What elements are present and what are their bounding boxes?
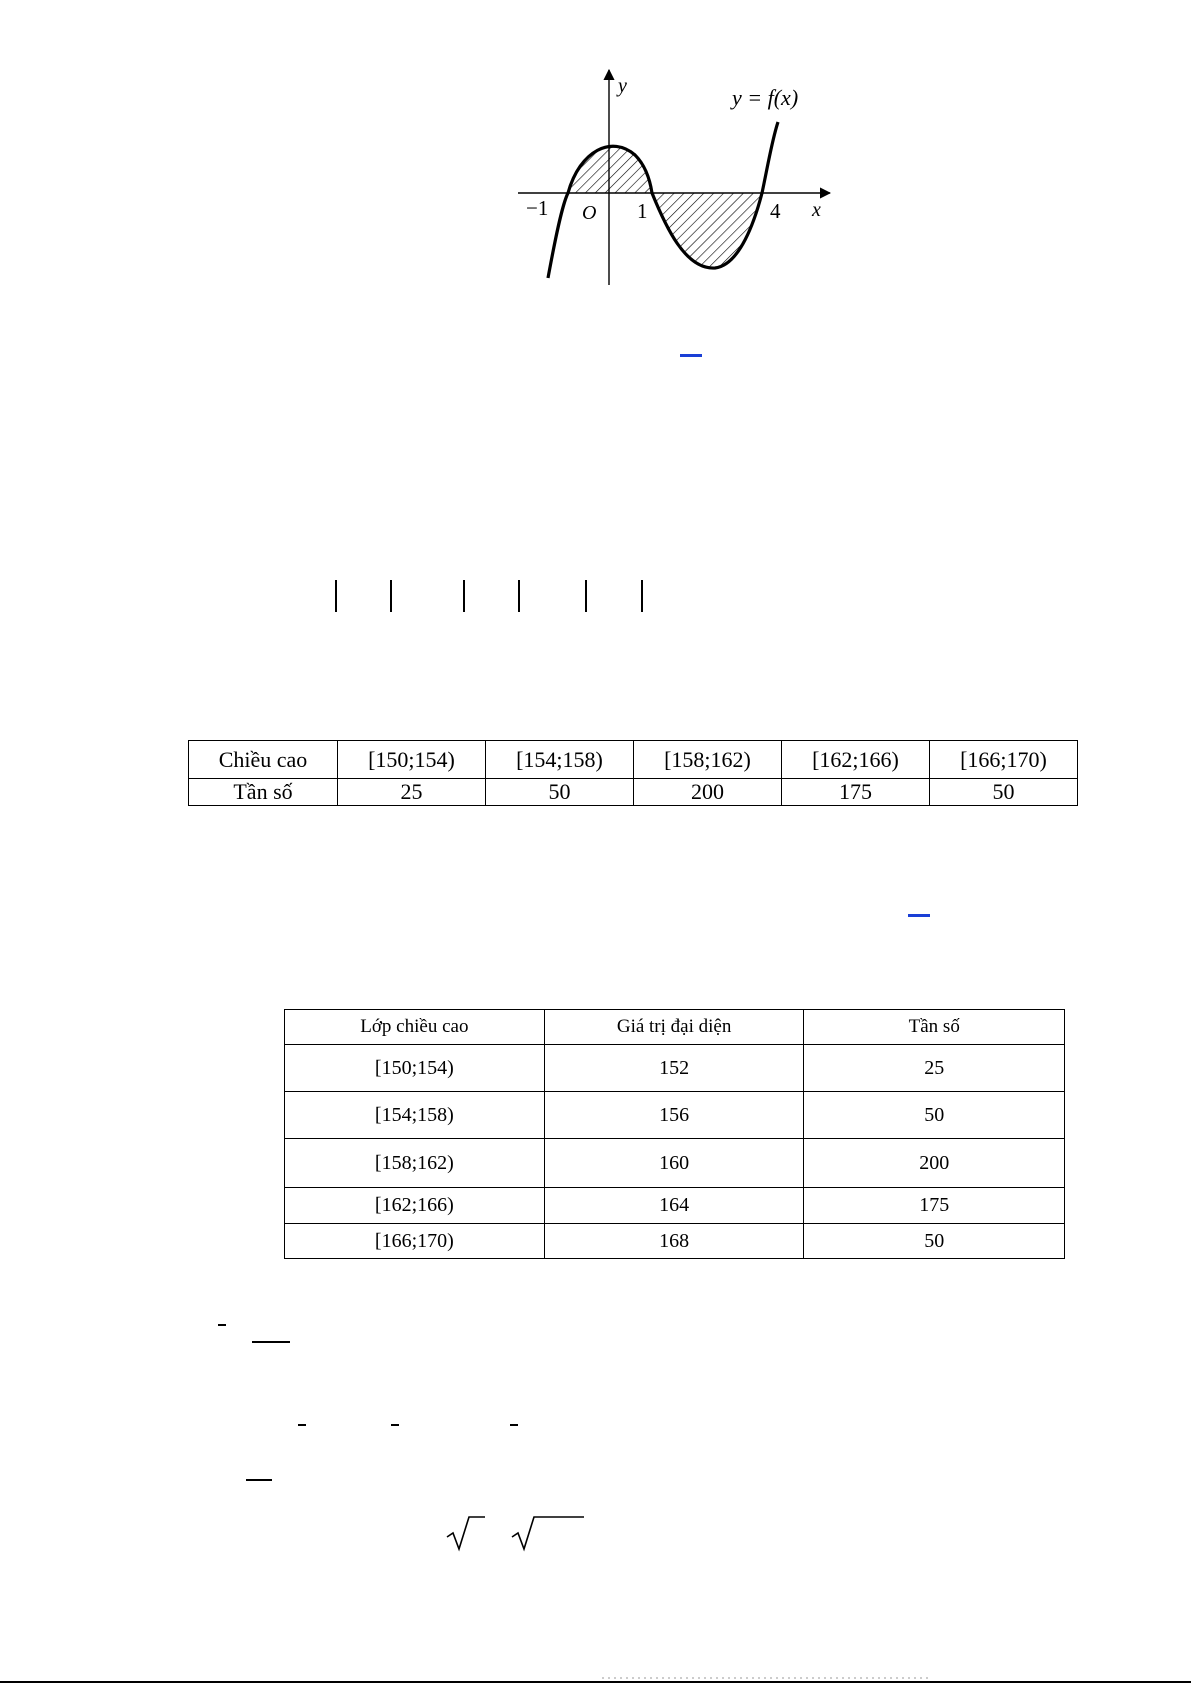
- frequency-cell: 200: [804, 1139, 1065, 1188]
- class-cell: [166;170): [285, 1224, 545, 1259]
- fraction-bar: [246, 1479, 272, 1481]
- table-header-row: [285, 1010, 1065, 1045]
- rep-value-cell: 152: [544, 1045, 804, 1092]
- function-graph: [500, 60, 840, 290]
- column-header: Lớp chiều cao: [285, 1010, 545, 1045]
- link-underline-2: [908, 914, 930, 917]
- table-row: [285, 1139, 1065, 1188]
- table-row: [285, 1224, 1065, 1259]
- rep-value-cell: 160: [544, 1139, 804, 1188]
- x-axis-label: x: [812, 199, 821, 221]
- origin-label: O: [582, 202, 597, 224]
- y-axis-label: y: [618, 75, 627, 97]
- tick-label-one: 1: [637, 199, 648, 223]
- abs-bar: [390, 580, 392, 612]
- bar-mark: [218, 1324, 226, 1326]
- shaded-region-left: [568, 146, 652, 193]
- class-cell: [150;154): [285, 1045, 545, 1092]
- column-header: Tần số: [804, 1010, 1065, 1045]
- frequency-cell: 175: [782, 779, 930, 806]
- class-table: [284, 1009, 1065, 1259]
- interval-cell: [166;170): [930, 741, 1078, 779]
- rep-value-cell: 168: [544, 1224, 804, 1259]
- table-row: [189, 741, 1078, 779]
- class-cell: [162;166): [285, 1188, 545, 1224]
- tick-label-minus-one: −1: [526, 196, 549, 220]
- frequency-cell: 50: [804, 1092, 1065, 1139]
- interval-cell: [154;158): [486, 741, 634, 779]
- frequency-cell: 175: [804, 1188, 1065, 1224]
- interval-cell: [162;166): [782, 741, 930, 779]
- column-header: Giá trị đại diện: [544, 1010, 804, 1045]
- abs-bar: [585, 580, 587, 612]
- frequency-cell: 50: [486, 779, 634, 806]
- bar-mark: [298, 1424, 306, 1426]
- bar-mark: [391, 1424, 399, 1426]
- frequency-table: [188, 740, 1078, 806]
- frequency-cell: 50: [804, 1224, 1065, 1259]
- abs-bar: [335, 580, 337, 612]
- curve-label: y = f(x): [732, 85, 799, 110]
- row-header: Chiều cao: [189, 741, 338, 779]
- table-row: [189, 779, 1078, 806]
- interval-cell: [158;162): [634, 741, 782, 779]
- rep-value-cell: 156: [544, 1092, 804, 1139]
- frequency-cell: 200: [634, 779, 782, 806]
- table-row: [285, 1092, 1065, 1139]
- abs-bar: [518, 580, 520, 612]
- abs-bar: [463, 580, 465, 612]
- class-cell: [158;162): [285, 1139, 545, 1188]
- table-row: [285, 1045, 1065, 1092]
- abs-bar: [641, 580, 643, 612]
- fraction-bar: [252, 1341, 290, 1343]
- tick-label-four: 4: [770, 199, 781, 223]
- link-underline-1: [680, 354, 702, 357]
- row-header: Tần số: [189, 779, 338, 806]
- frequency-cell: 50: [930, 779, 1078, 806]
- frequency-cell: 25: [338, 779, 486, 806]
- rep-value-cell: 164: [544, 1188, 804, 1224]
- bar-mark: [510, 1424, 518, 1426]
- sqrt-symbol: [445, 1513, 487, 1553]
- sqrt-symbol: [510, 1513, 586, 1553]
- frequency-cell: 25: [804, 1045, 1065, 1092]
- class-cell: [154;158): [285, 1092, 545, 1139]
- table-row: [285, 1188, 1065, 1224]
- interval-cell: [150;154): [338, 741, 486, 779]
- page-footer-dots: [600, 1676, 930, 1680]
- page-footer-rule: [0, 1681, 1191, 1683]
